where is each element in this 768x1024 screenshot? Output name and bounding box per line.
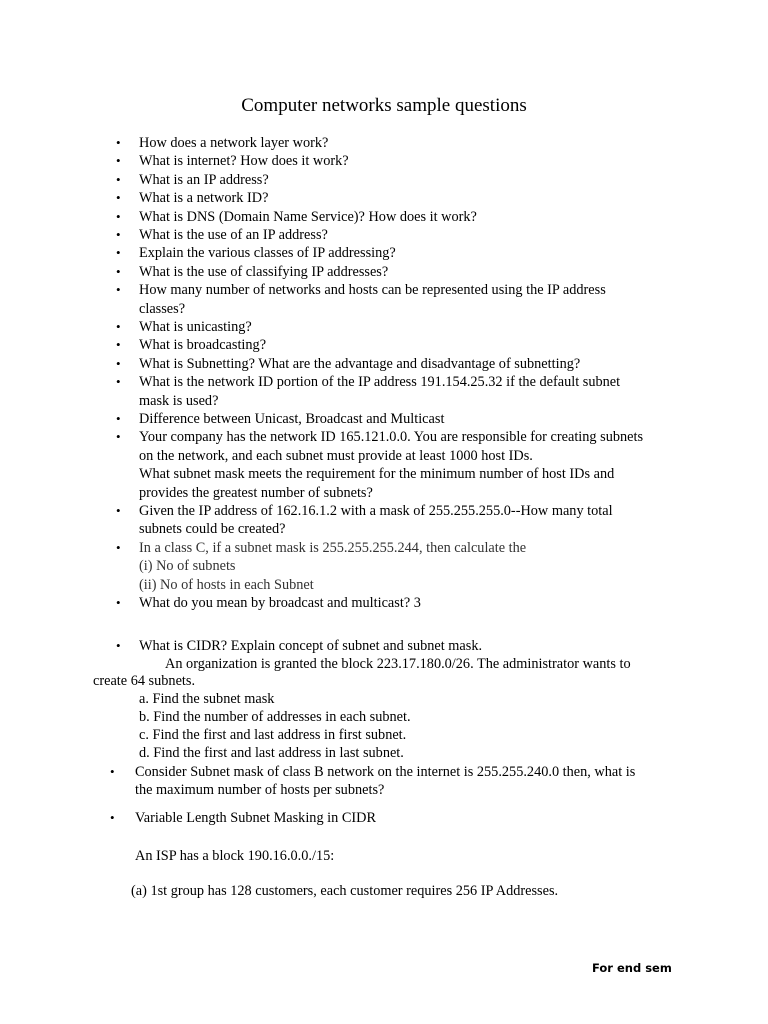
question-item: Given the IP address of 162.16.1.2 with a mask of 255.255.255.0--How many total [139,503,613,519]
vlsm-isp-block: An ISP has a block 190.16.0.0./15: [135,848,335,864]
cidr-problem-line2: create 64 subnets. [93,673,196,689]
question-item: What is an IP address? [139,171,269,188]
cidr-part-c: c. Find the first and last address in first subnet. [139,727,407,743]
bullet: • [116,282,121,298]
bullet: • [116,503,121,518]
question-item: What is the network ID portion of the IP address 191.154.25.32 if the default subnet [139,374,621,391]
question-item: What is unicasting? [139,319,252,335]
vlsm-heading: Variable Length Subnet Masking in CIDR [135,810,377,826]
bullet: • [116,135,121,150]
class-b-line2: the maximum number of hosts per subnets? [135,782,385,798]
bullet: • [116,539,121,555]
bullet: • [116,245,121,261]
footer-note: For end sem [592,961,672,975]
question-item: What is internet? How does it work? [139,153,349,170]
bullet: • [110,810,115,825]
class-b-line1: Consider Subnet mask of class B network on the internet is 255.255.240.0 then, what is [135,764,636,780]
question-item: What is the use of an IP address? [139,227,328,243]
question-item: How does a network layer work? [139,135,329,151]
bullet: • [116,190,121,206]
bullet: • [116,595,121,610]
question-item: What is DNS (Domain Name Service)? How does it work? [139,208,477,225]
vlsm-group1: (a) 1st group has 128 customers, each customer requires 256 IP Addresses. [131,883,559,899]
bullet: • [110,764,115,779]
bullet: • [116,411,121,426]
bullet: • [116,263,121,279]
question-item-continuation: What subnet mask meets the requirement for the minimum number of host IDs and [139,466,615,483]
question-item-continuation: mask is used? [139,392,219,409]
cidr-question: What is CIDR? Explain concept of subnet and subnet mask. [139,638,483,654]
question-item: What is broadcasting? [139,337,267,354]
question-item: What is Subnetting? What are the advantage and disadvantage of subnetting? [139,355,581,372]
page-title: Computer networks sample questions [241,95,527,116]
cidr-part-b: b. Find the number of addresses in each subnet. [139,709,411,725]
question-item: What is the use of classifying IP addresses? [139,263,389,280]
question-item-continuation: on the network, and each subnet must provide at least 1000 host IDs. [139,447,533,464]
question-item: How many number of networks and hosts can be represented using the IP address [139,282,606,299]
question-item-continuation: classes? [139,300,186,317]
bullet: • [116,638,121,653]
bullet: • [116,337,121,353]
cidr-problem-line1: An organization is granted the block 223.17.180.0/26. The administrator wants to [165,656,631,672]
bullet: • [116,171,121,187]
bullet: • [116,355,121,371]
bullet: • [116,429,121,445]
question-item-continuation: subnets could be created? [139,521,286,538]
question-item: What is a network ID? [139,190,269,207]
bullet: • [116,319,121,334]
question-item: In a class C, if a subnet mask is 255.255.255.244, then calculate the [139,539,527,556]
question-item: What do you mean by broadcast and multicast? 3 [139,595,421,611]
bullet: • [116,153,121,169]
question-item: Explain the various classes of IP addressing? [139,245,396,262]
question-item: Difference between Unicast, Broadcast and Multicast [139,411,445,427]
question-item-continuation: provides the greatest number of subnets? [139,484,373,501]
question-item: Your company has the network ID 165.121.0.0. You are responsible for creating subnets [139,429,644,446]
question-item-continuation: (i) No of subnets [139,558,236,575]
bullet: • [116,374,121,390]
bullet: • [116,227,121,242]
question-item-continuation: (ii) No of hosts in each Subnet [139,576,314,593]
cidr-part-d: d. Find the first and last address in last subnet. [139,745,404,761]
bullet: • [116,208,121,224]
cidr-part-a: a. Find the subnet mask [139,691,275,707]
